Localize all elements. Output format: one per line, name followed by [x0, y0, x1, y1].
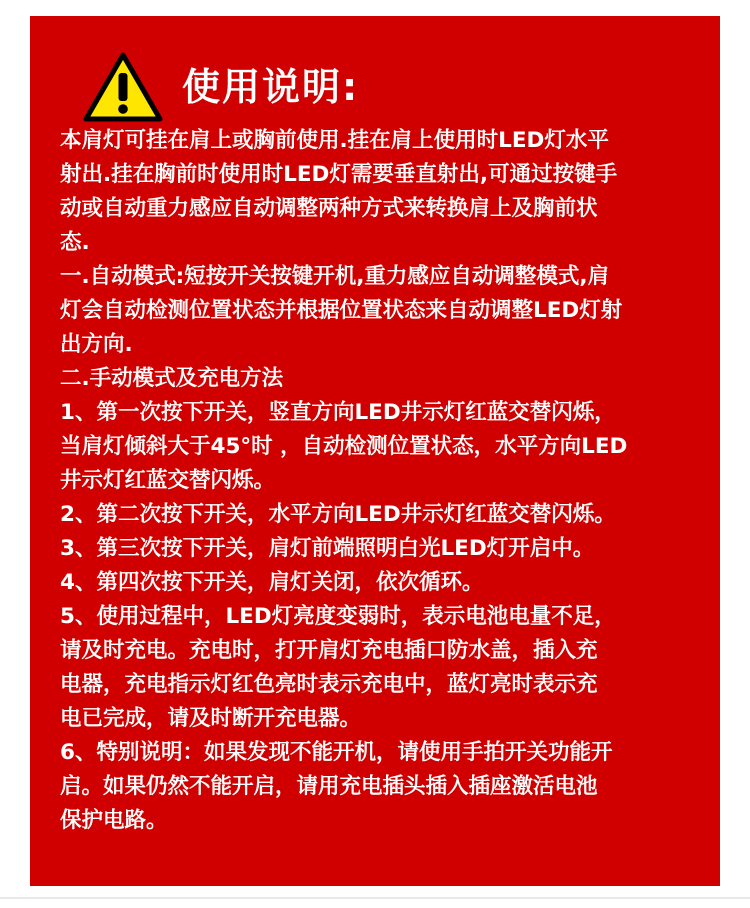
- text-line: 灯会自动检测位置状态并根据位置状态来自动调整LED灯射: [60, 298, 623, 323]
- text-line: 本肩灯可挂在肩上或胸前使用.挂在肩上使用时LED灯水平: [60, 128, 609, 153]
- instructions-panel: [30, 16, 720, 886]
- text-line: 请及时充电。充电时，打开肩灯充电插口防水盖，插入充: [60, 638, 598, 663]
- section-heading: 二.手动模式及充电方法: [60, 366, 284, 391]
- text-line: 启。如果仍然不能开启，请用充电插头插入插座激活电池: [60, 774, 598, 799]
- text-line: 射出.挂在胸前时使用时LED灯需要垂直射出,可通过按键手: [60, 162, 618, 187]
- page-title: 使用说明:: [182, 65, 360, 109]
- divider: [0, 897, 750, 899]
- text-line: 3、第三次按下开关，肩灯前端照明白光LED灯开启中。: [60, 536, 595, 561]
- text-line: 4、第四次按下开关，肩灯关闭，依次循环。: [60, 570, 484, 595]
- text-line: 态.: [60, 230, 90, 255]
- text-line: 保护电路。: [60, 808, 168, 833]
- text-line: 动或自动重力感应自动调整两种方式来转换肩上及胸前状: [60, 196, 598, 221]
- instructions-body: [60, 124, 690, 838]
- text-line: 电已完成，请及时断开充电器。: [60, 706, 362, 731]
- header: [82, 42, 359, 132]
- text-line: 2、第二次按下开关，水平方向LED井示灯红蓝交替闪烁。: [60, 502, 616, 527]
- text-line: 当肩灯倾斜大于45°时 ，自动检测位置状态，水平方向LED: [60, 434, 628, 459]
- text-line: 出方向.: [60, 332, 133, 357]
- warning-icon: [82, 51, 164, 123]
- text-line: 电器，充电指示灯红色亮时表示充电中，蓝灯亮时表示充: [60, 672, 598, 697]
- text-line: 一.自动模式:短按开关按键开机,重力感应自动调整模式,肩: [60, 264, 610, 289]
- text-line: 1、第一次按下开关，竖直方向LED井示灯红蓝交替闪烁，: [60, 400, 616, 425]
- text-line: 6、特别说明：如果发现不能开机，请使用手拍开关功能开: [60, 740, 613, 765]
- text-line: 5、使用过程中，LED灯亮度变弱时，表示电池电量不足，: [60, 604, 616, 629]
- text-line: 井示灯红蓝交替闪烁。: [60, 468, 276, 493]
